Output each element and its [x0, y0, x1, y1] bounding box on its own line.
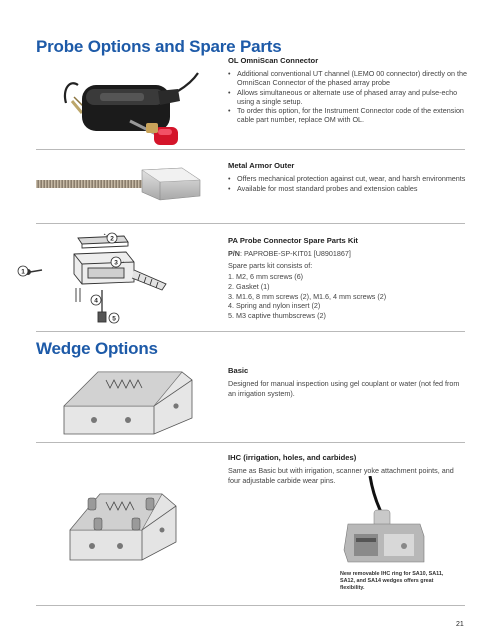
- bullet-item: • Allows simultaneous or alternate use of phased array and pulse-echo using a single setup.: [228, 88, 468, 106]
- metal-armor-bullets: [228, 174, 468, 193]
- section-title-wedge-options: Wedge Options: [36, 339, 158, 358]
- basic-wedge-description: Designed for manual inspection using gel couplant or water (not fed from an irrigation system).: [228, 379, 460, 398]
- list-item: 3. M1.6, 8 mm screws (2), M1.6, 4 mm screws (2): [228, 291, 387, 301]
- section-title-probe-options: Probe Options and Spare Parts: [36, 37, 282, 56]
- divider: [36, 149, 465, 150]
- page-number: 21: [456, 621, 464, 628]
- spare-parts-kit-block: [228, 236, 468, 321]
- omniscan-connector-title: OL OmniScan Connector: [228, 56, 319, 65]
- bullet-item: • To order this option, for the Instrument Connector code of the extension cable part number, replace OM with OL.: [228, 106, 468, 124]
- ihc-wedge-description: Same as Basic but with irrigation, scanner yoke attachment points, and four adjustable carbide wear pins.: [228, 466, 454, 485]
- ihc-ring-image: [340, 476, 430, 568]
- divider: [36, 442, 465, 443]
- basic-wedge-image: [58, 366, 198, 438]
- callout-label: 2: [110, 235, 114, 243]
- spare-parts-kit-title: PA Probe Connector Spare Parts Kit: [228, 236, 358, 245]
- list-item: 4. Spring and nylon insert (2): [228, 301, 321, 311]
- bullet-item: • Available for most standard probes and extension cables: [228, 184, 468, 193]
- basic-wedge-block: [228, 366, 468, 398]
- part-number-label: P/N: [228, 249, 240, 258]
- omniscan-connector-image: [60, 65, 200, 151]
- divider: [36, 331, 465, 332]
- spare-parts-kit-part-number: [228, 249, 468, 259]
- divider: [36, 223, 465, 224]
- bullet-item: • Additional conventional UT channel (LEMO 00 connector) directly on the OmniScan Connector of the phased array probe: [228, 69, 468, 87]
- callout-label: 4: [94, 297, 98, 305]
- metal-armor-image: [36, 160, 201, 214]
- omniscan-connector-block: [228, 56, 468, 125]
- ihc-ring-caption: New removable IHC ring for SA10, SA11, SA12, and SA14 wedges offers great flexibility.: [340, 571, 444, 591]
- ihc-wedge-title: IHC (irrigation, holes, and carbides): [228, 453, 357, 462]
- list-item: 5. M3 captive thumbscrews (2): [228, 311, 326, 321]
- list-item: 1. M2, 6 mm screws (6): [228, 272, 304, 281]
- callout-label: 5: [112, 315, 116, 323]
- metal-armor-title: Metal Armor Outer: [228, 161, 295, 170]
- spare-parts-kit-diagram: [16, 228, 186, 328]
- list-item: 2. Gasket (1): [228, 281, 270, 291]
- basic-wedge-title: Basic: [228, 366, 249, 375]
- divider: [36, 605, 465, 606]
- bullet-item: • Offers mechanical protection against cut, wear, and harsh environments: [228, 174, 468, 183]
- callout-label: 3: [114, 259, 118, 267]
- part-number-value: : PAPROBE-SP-KIT01 [U8901867]: [239, 249, 351, 258]
- ihc-wedge-image: [66, 484, 186, 564]
- metal-armor-block: [228, 161, 468, 193]
- spare-parts-kit-intro: Spare parts kit consists of:: [228, 260, 313, 270]
- omniscan-connector-bullets: [228, 69, 468, 124]
- callout-label: 1: [21, 268, 25, 276]
- spare-parts-kit-list: [228, 272, 468, 321]
